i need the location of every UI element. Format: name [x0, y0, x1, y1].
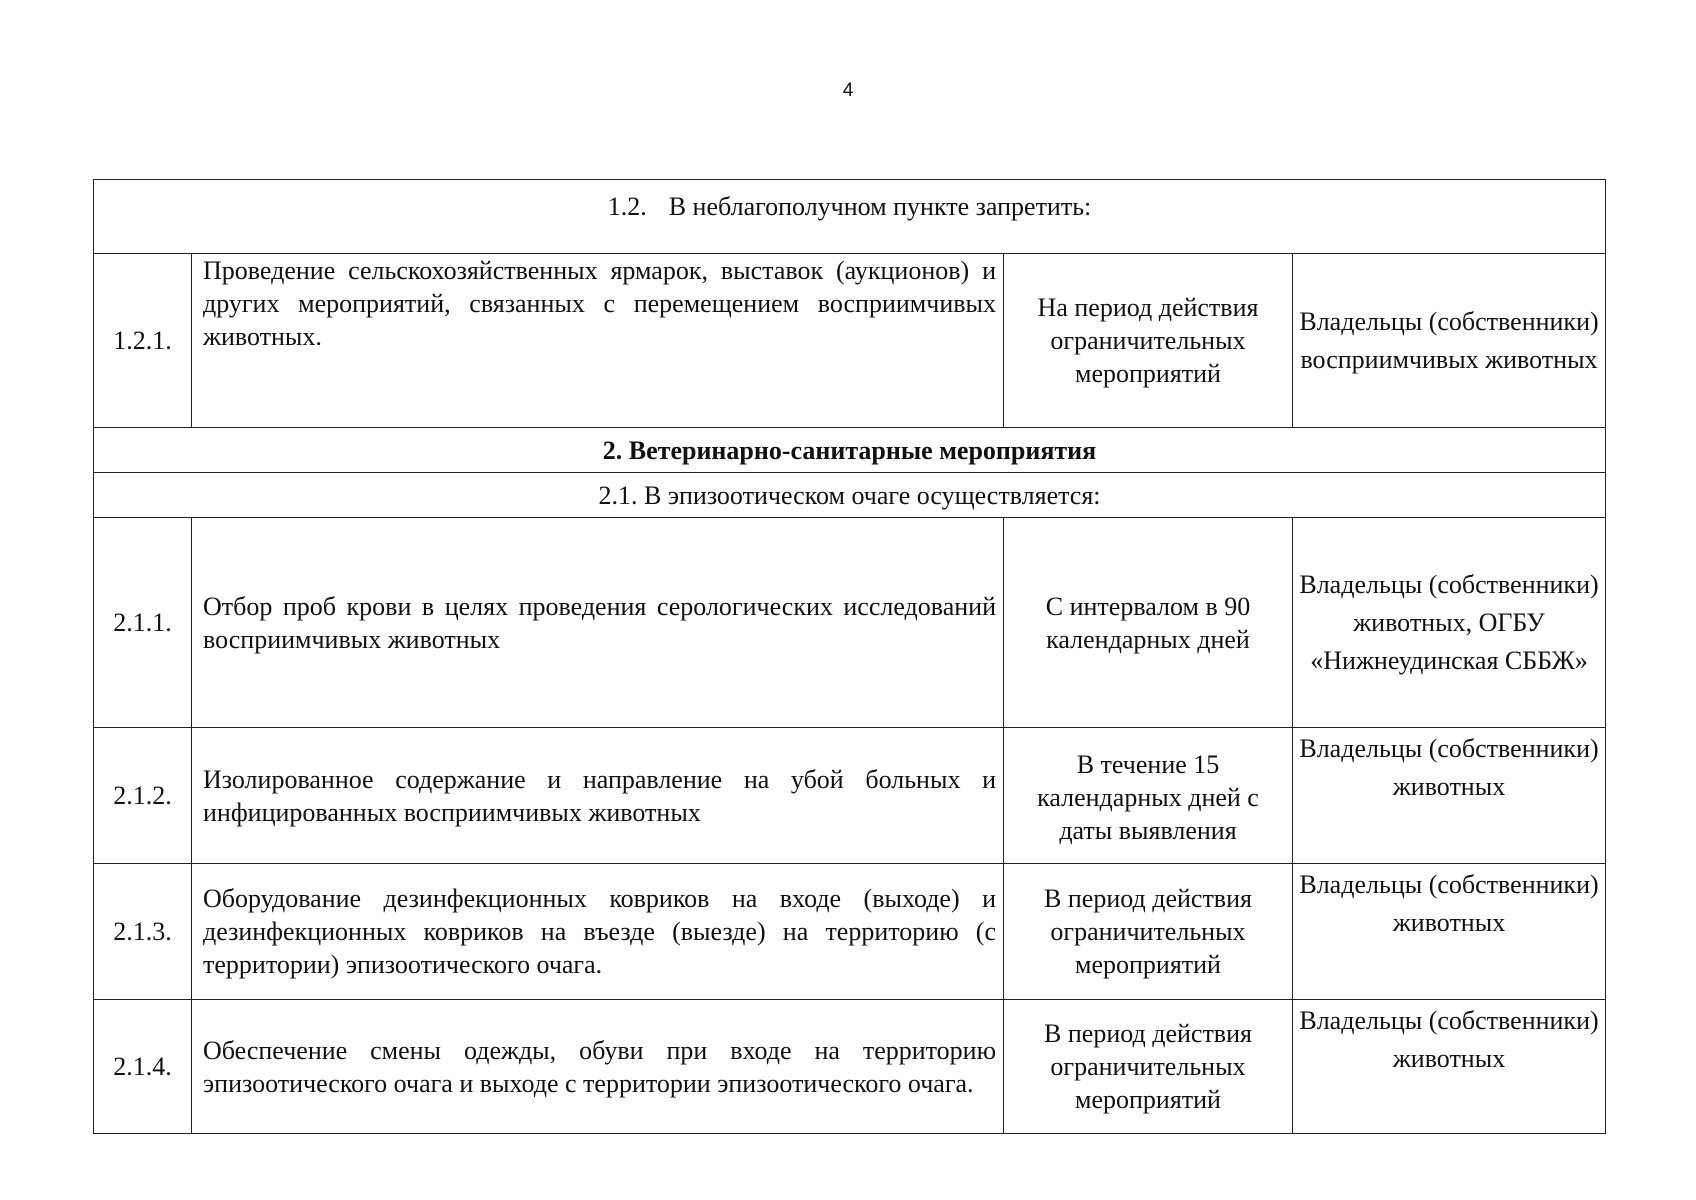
- row-number: 2.1.3.: [94, 864, 192, 1000]
- subsection-header-row: [94, 473, 1606, 518]
- subsection-header-2-1: 2.1. В эпизоотическом очаге осуществляется:: [94, 473, 1606, 518]
- row-term: В течение 15 календарных дней с даты выявления: [1004, 728, 1293, 864]
- subsection-header-1-2: [94, 180, 1606, 254]
- row-responsible: Владельцы (собственники) животных: [1293, 1000, 1606, 1134]
- row-measure-text: Оборудование дезинфекционных ковриков на входе (выходе) и дезинфекционных ковриков на въезде (выезде) на территорию (с территории) эпизоотического очага.: [192, 864, 1004, 1000]
- table-row: [94, 254, 1606, 428]
- row-responsible: Владельцы (собственники) животных: [1293, 728, 1606, 864]
- subsection-number: 1.2.: [607, 192, 647, 221]
- row-measure-text: Отбор проб крови в целях проведения серологических исследований восприимчивых животных: [192, 518, 1004, 728]
- row-term: С интервалом в 90 календарных дней: [1004, 518, 1293, 728]
- table-row: [94, 518, 1606, 728]
- row-term: На период действия ограничительных мероприятий: [1004, 254, 1293, 428]
- page-number: 4: [842, 80, 854, 101]
- table-row: [94, 1000, 1606, 1134]
- row-responsible: Владельцы (собственники) животных, ОГБУ «Нижнеудинская СББЖ»: [1293, 518, 1606, 728]
- row-term: В период действия ограничительных мероприятий: [1004, 864, 1293, 1000]
- row-number: 2.1.1.: [94, 518, 192, 728]
- row-responsible: Владельцы (собственники) животных: [1293, 864, 1606, 1000]
- table-row: [94, 728, 1606, 864]
- row-number: 2.1.4.: [94, 1000, 192, 1134]
- row-responsible: Владельцы (собственники) восприимчивых животных: [1293, 254, 1606, 428]
- row-measure-text: Обеспечение смены одежды, обуви при входе на территорию эпизоотического очага и выходе с территории эпизоотического очага.: [192, 1000, 1004, 1134]
- measures-table: [93, 179, 1606, 1134]
- section-title: 2. Ветеринарно-санитарные мероприятия: [94, 428, 1606, 473]
- row-number: 1.2.1.: [94, 254, 192, 428]
- row-measure-text: Проведение сельскохозяйственных ярмарок, выставок (аукционов) и других мероприятий, связанных с перемещением восприимчивых животных.: [192, 254, 1004, 428]
- subsection-header-row: [94, 180, 1606, 254]
- table-row: [94, 864, 1606, 1000]
- subsection-title: В неблагополучном пункте запретить:: [668, 192, 1092, 221]
- row-number: 2.1.2.: [94, 728, 192, 864]
- section-header-row: [94, 428, 1606, 473]
- row-term: В период действия ограничительных мероприятий: [1004, 1000, 1293, 1134]
- row-measure-text: Изолированное содержание и направление на убой больных и инфицированных восприимчивых животных: [192, 728, 1004, 864]
